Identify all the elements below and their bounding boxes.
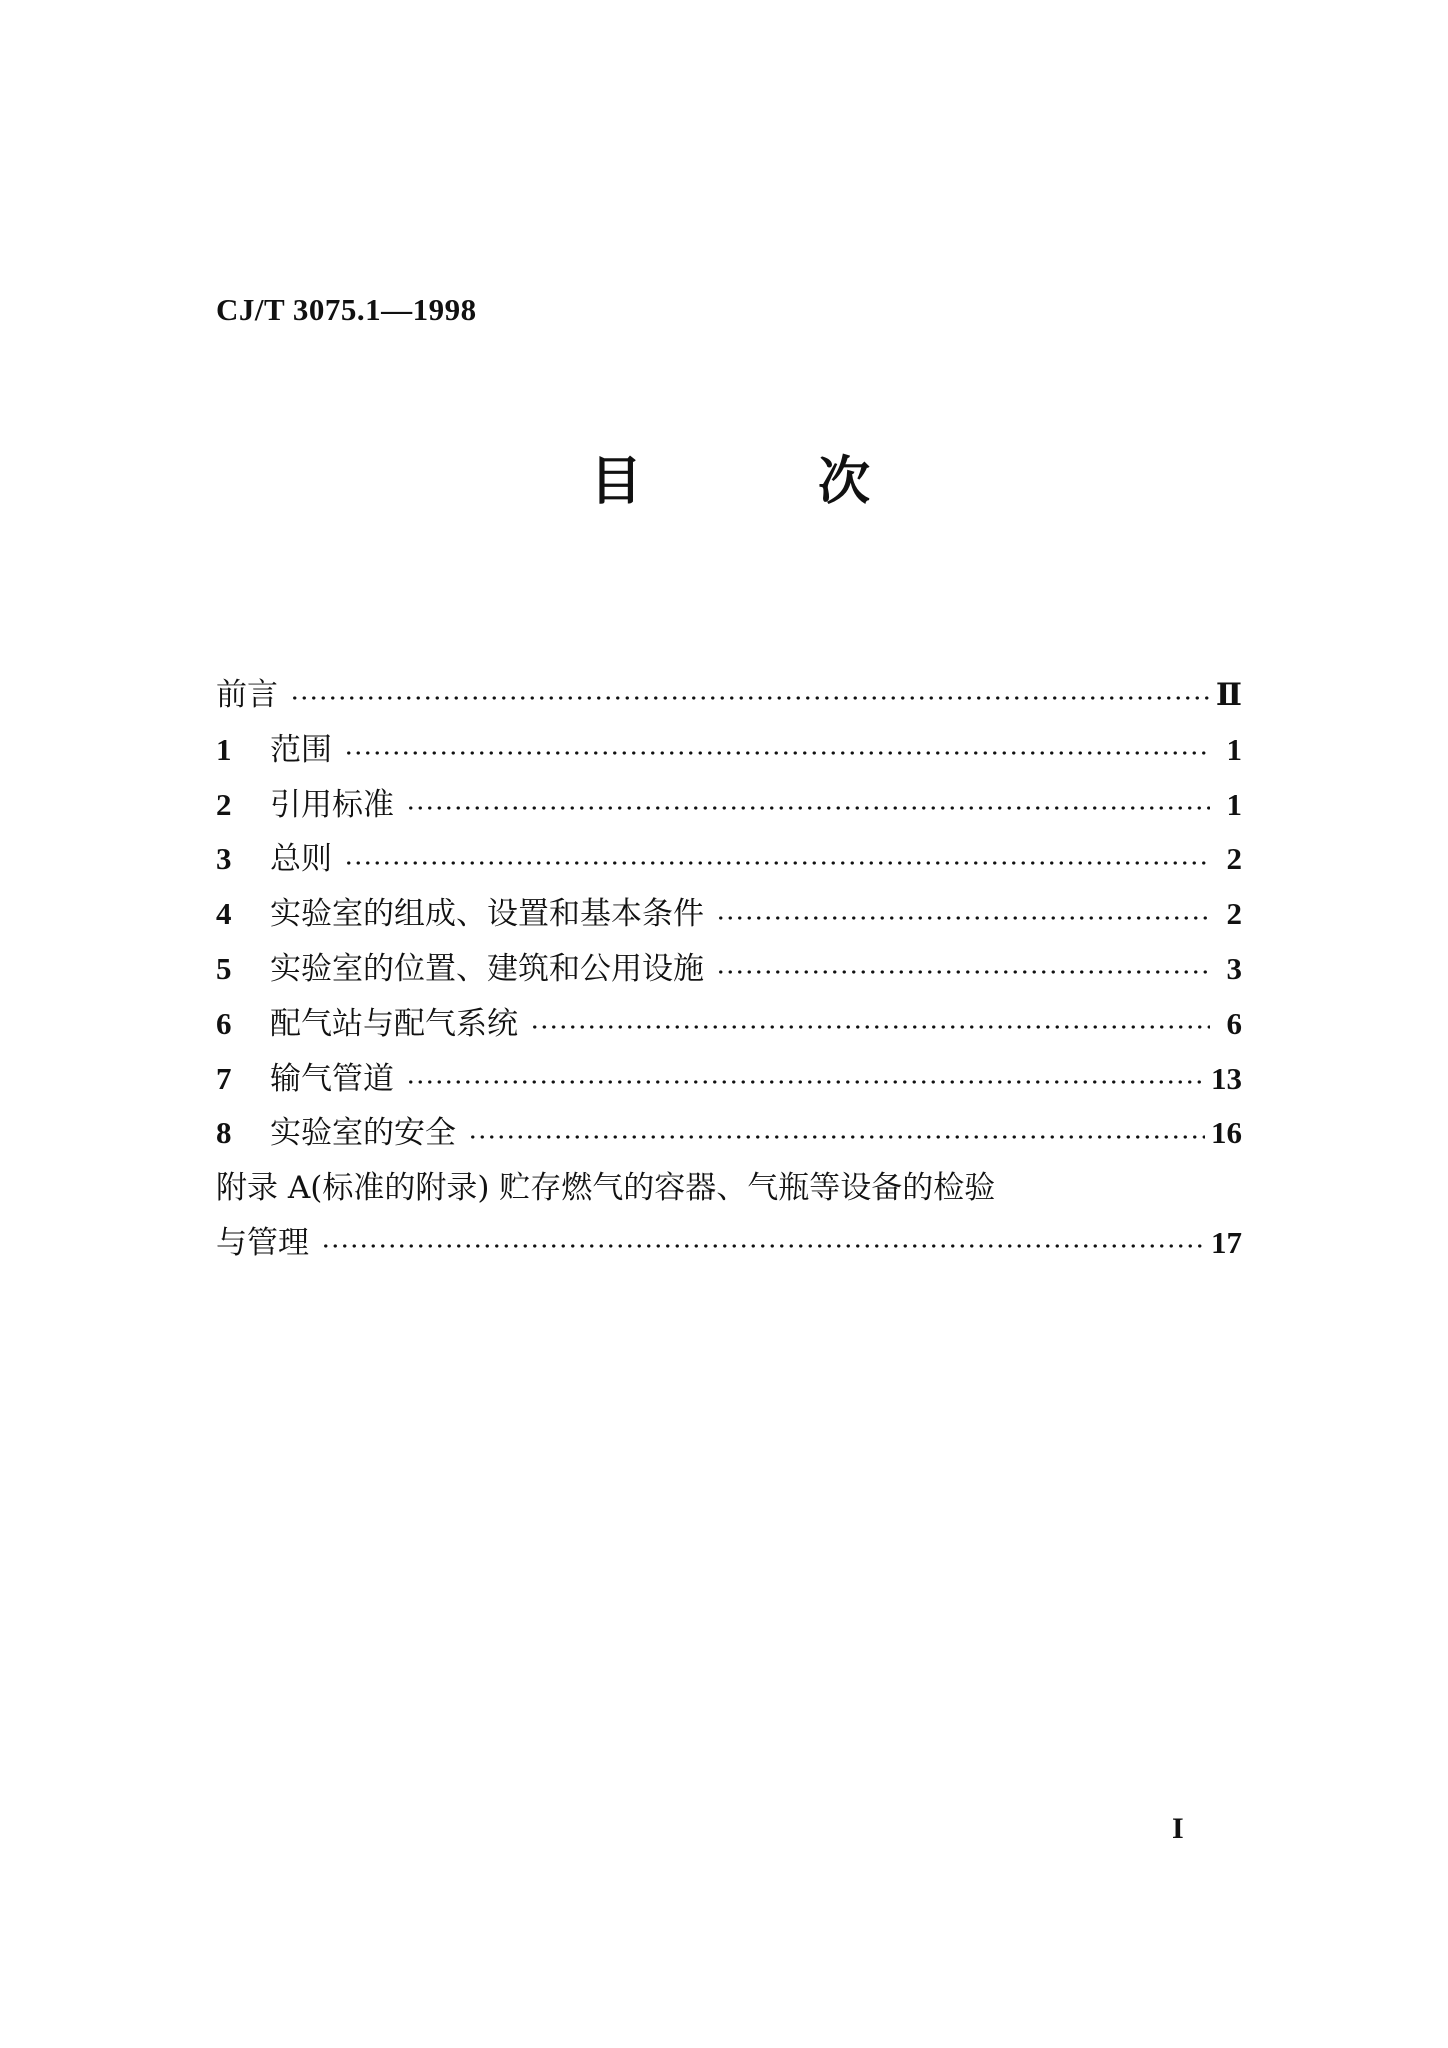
toc-entry-foreword[interactable] — [216, 668, 1242, 723]
toc-entry-label: 引用标准 — [270, 786, 394, 823]
toc-dot-leader — [468, 1134, 1205, 1140]
toc-entry-page: 6 — [1226, 1005, 1242, 1041]
toc-dot-leader — [406, 805, 1210, 811]
toc-entry-label: 配气站与配气系统 — [270, 1005, 518, 1042]
toc-entry-number: 3 — [216, 841, 232, 877]
toc-entry-1[interactable] — [216, 723, 1242, 778]
toc-appendix-title: 附录 A(标准的附录) 贮存燃气的容器、气瓶等设备的检验 — [216, 1170, 996, 1207]
toc-title-char-2: 次 — [817, 452, 870, 512]
toc-entry-label: 与管理 — [216, 1224, 309, 1261]
table-of-contents — [216, 668, 1242, 1271]
toc-entry-3[interactable] — [216, 832, 1242, 887]
toc-entry-page: 17 — [1211, 1224, 1242, 1260]
toc-entry-page: 3 — [1226, 950, 1242, 986]
standard-code: CJ/T 3075.1—1998 — [216, 292, 477, 327]
toc-entry-label: 输气管道 — [270, 1060, 394, 1097]
toc-dot-leader — [530, 1024, 1210, 1030]
toc-entry-page: 2 — [1226, 896, 1242, 932]
toc-entry-number: 1 — [216, 731, 232, 767]
toc-entry-number: 6 — [216, 1005, 232, 1041]
toc-entry-number: 5 — [216, 950, 232, 986]
toc-entry-number: 4 — [216, 896, 232, 932]
toc-title — [590, 452, 870, 512]
toc-entry-label: 实验室的组成、设置和基本条件 — [270, 896, 704, 933]
toc-entry-page: 2 — [1226, 841, 1242, 877]
toc-entry-label: 实验室的位置、建筑和公用设施 — [270, 950, 704, 987]
toc-entry-7[interactable] — [216, 1052, 1242, 1107]
toc-entry-6[interactable] — [216, 997, 1242, 1052]
toc-entry-5[interactable] — [216, 942, 1242, 997]
toc-entry-number: 2 — [216, 786, 232, 822]
toc-entry-4[interactable] — [216, 887, 1242, 942]
toc-entry-appendix-a[interactable] — [216, 1161, 1242, 1216]
toc-entry-label: 范围 — [270, 731, 332, 768]
toc-dot-leader — [344, 750, 1210, 756]
toc-entry-page: 13 — [1211, 1060, 1242, 1096]
toc-entry-label: 前言 — [216, 677, 278, 713]
toc-title-char-1: 目 — [590, 452, 643, 512]
page-number: I — [1172, 1812, 1184, 1845]
toc-entry-label: 总则 — [270, 841, 332, 878]
toc-entry-page: 16 — [1211, 1115, 1242, 1151]
toc-entry-page: Ⅱ — [1215, 677, 1242, 712]
toc-entry-2[interactable] — [216, 778, 1242, 833]
toc-dot-leader — [321, 1243, 1205, 1249]
toc-entry-8[interactable] — [216, 1106, 1242, 1161]
toc-entry-page: 1 — [1226, 786, 1242, 822]
toc-dot-leader — [344, 860, 1210, 866]
toc-entry-page: 1 — [1226, 731, 1242, 767]
toc-dot-leader — [290, 695, 1210, 701]
toc-entry-appendix-a-continued[interactable] — [216, 1216, 1242, 1271]
toc-entry-number: 8 — [216, 1115, 232, 1151]
toc-dot-leader — [716, 915, 1210, 921]
toc-entry-label: 实验室的安全 — [270, 1115, 456, 1152]
toc-dot-leader — [716, 969, 1210, 975]
toc-dot-leader — [406, 1079, 1205, 1085]
toc-entry-number: 7 — [216, 1060, 232, 1096]
